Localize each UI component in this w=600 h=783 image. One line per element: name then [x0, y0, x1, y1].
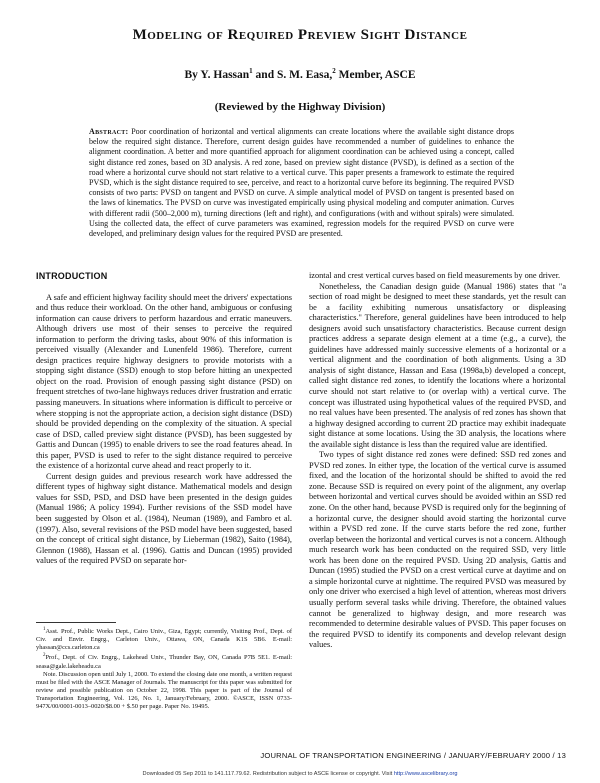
journal-running-footer: JOURNAL OF TRANSPORTATION ENGINEERING / JANUARY/FEBRUARY 2000 / 13 — [260, 751, 566, 760]
right-column — [309, 271, 566, 651]
footnotes — [36, 626, 292, 711]
review-division-note: (Reviewed by the Highway Division) — [214, 101, 386, 113]
footnote-1 — [36, 626, 292, 652]
abstract-label: Abstract: — [89, 127, 129, 136]
footnote-divider — [36, 622, 116, 623]
author-1: By Y. Hassan — [184, 68, 250, 81]
paper-title: Modeling of Required Preview Sight Distance — [132, 27, 468, 43]
author-2-footnote-mark: 2 — [332, 67, 336, 75]
author-1-footnote-mark: 1 — [249, 67, 253, 75]
footnote-2-mark: 2 — [43, 653, 46, 659]
author-2: and S. M. Easa, — [252, 68, 333, 81]
footnote-1-mark: 1 — [43, 627, 46, 632]
intro-paragraph-2-continued: izontal and crest vertical curves based on field measurements by one driver. — [309, 271, 561, 280]
intro-paragraph-4: Two types of sight distance red zones were defined: SSD red zones and PVSD red zones. In either type, the location of the vertical curve is assumed fixed, and the location of the horizontal should be shifted to avoid the red zone. Because SSD is required on every point of the alignment, any overlap between horizontal and vertical curves should be avoided within an SSD red zone. On the other hand, because PVSD is required only for the beginning of a horizontal curve, the designer should avoid starting the horizontal curve within a PVSD red zone. If the curve starts before the red zone, further overlap between the horizontal and vertical curves is not a concern. Although much research work has been conducted on the required SSD, very little work has been done on the required PVSD. Using 2D analysis, Gattis and Duncan (1995) studied the PVSD on a crest vertical curve at daytime and on a simple horizontal curve at nighttime. The required PVSD was measured by only one driver who exercised a high level of attention, whereas most drivers usually perform several tasks while driving. Therefore, the obtained values cannot be generalized to highway design, and more research was recommended to determine desirable values of PVSD. This paper focuses on the required PVSD to identify its components and develop relevant design values. — [309, 450, 566, 650]
footnote-1-text: Asst. Prof., Public Works Dept., Cairo Univ., Giza, Egypt; currently, Visiting Prof., Dept. of Civ. and Envir. Engrg., Carleton Univ., Ottawa, ON, Canada K1S 5B6. E-mail: yhassan@ccs.carleton.ca — [36, 628, 292, 652]
intro-paragraph-2: Current design guides and previous research work have addressed the different types of highway sight distance. Mathematical models and design values for SSD, PSD, and DSD have been presented in the design guides (Manual 1986; A policy 1994). Further revisions of the SSD model have been suggested by Olson et al. (1984), Neuman (1989), and Fambro et al. (1997). Also, several revisions of the PSD model have been suggested, based on the concept of critical sight distance, by Lieberman (1982), Saito (1984), Glennon (1988), Hassan et al. (1996). Gattis and Duncan (1995) provided values of the required PVSD on separate hor- — [36, 471, 292, 566]
author-membership: Member, ASCE — [335, 68, 416, 81]
abstract-text: Poor coordination of horizontal and vertical alignments can create locations where the available sight distance drops below the required sight distance. Therefore, current design guides have recommended a number of guidelines to enhance the alignment coordination. A better and more quantified approach for alignment coordination can be achieved using a concept, called sight distance red zones, based on 3D analysis. A red zone, based on preview sight distance (PVSD), is defined as a section of the road where a horizontal curve should not start relative to a vertical curve. This paper presents a framework to estimate the required PVSD, which is the sight distance required to see, perceive, and react to a horizontal curve before its beginning. The required PVSD consists of two parts: PVSD on tangent and PVSD on curve. A simple analytical model of PVSD on tangent is presented based on the laws of kinematics. The PVSD on curve was investigated empirically using physical modeling and computer animation. Curves with different radii (500–2,000 m), turning directions (left and right), and configurations (with and without spirals) were simulated. Using the collected data, the effect of curve parameters was examined, regression models for the required PVSD on curve were developed, and preliminary design values for the required PVSD are presented. — [89, 127, 514, 239]
ascelibrary-link[interactable]: http://www.ascelibrary.org — [393, 771, 458, 777]
download-notice — [0, 771, 600, 777]
abstract — [89, 127, 514, 239]
author-line — [0, 67, 600, 81]
footnote-submission-note: Note. Discussion open until July 1, 2000. To extend the closing date one month, a written request must be filed with the ASCE Manager of Journals. The manuscript for this paper was submitted for review and possible publication on October 22, 1998. This paper is part of the Journal of Transportation Engineering, Vol. 126, No. 1, January/February, 2000. ©ASCE, ISSN 0733-947X/00/0001-0013–0020/$8.00 + $.50 per page. Paper No. 19495. — [36, 670, 292, 711]
footnote-2 — [36, 652, 292, 670]
left-column — [36, 271, 292, 567]
intro-paragraph-1: A safe and efficient highway facility should meet the drivers' expectations and thus reduce their workload. On the other hand, ambiguous or confusing information can cause drivers to perform hazardous and erratic maneuvers. Although drivers use most of their senses to perceive the required information to perform the driving tasks, about 90% of this information is perceived visually (Alexander and Lunenfeld 1986). Therefore, current design practices require highway designers to provide motorists with a stopping sight distance (SSD) enough to stop before hitting an unexpected object on the road. Provision of enough passing sight distance (PSD) on frequent stretches of two-lane highways reduces driver frustration and erratic passing maneuvers. In situations where information is difficult to perceive or where stopping is not the appropriate action, a decision sight distance (DSD) should be provided depending on the complexity of the situation. A special case of DSD, called preview sight distance (PVSD), has been suggested by Gattis and Duncan (1995) to enable drivers to see the road features ahead. In this paper, PVSD is used to refer to the sight distance required to perceive the existence of a horizontal curve ahead and react properly to it. — [36, 292, 292, 471]
section-heading-introduction: INTRODUCTION — [36, 271, 108, 281]
download-notice-text: Downloaded 05 Sep 2011 to 141.117.79.62. Redistribution subject to ASCE license or copyright. Visit — [142, 771, 394, 777]
intro-paragraph-3: Nonetheless, the Canadian design guide (Manual 1986) states that "a section of road might be designed to meet these standards, yet the result can be a facility exhibiting numerous unsatisfactory or displeasing characteristics." Therefore, general guidelines have been introduced to help designers avoid such unsatisfactory characteristics. Because current design practices address a separate design element at a time (e.g., a curve), the guidelines have addressed mainly successive elements of a horizontal or a vertical alignment and the coordination of both alignments. Using a 3D analysis of sight distance, Hassan and Easa (1998a,b) developed a concept, called sight distance red zones, to identify the locations where a horizontal curve should not start relative to (or overlap with) a vertical curve. The concept was illustrated using hypothetical values of the required PVSD, and no real values have been presented. The analysis of red zones has shown that a highway designed according to current 2D practice may exhibit inadequate sight distance at some locations. Using the 3D analysis, the locations where the available sight distance is less than the required value are identified. — [309, 281, 566, 449]
footnote-2-text: Prof., Dept. of Civ. Engrg., Lakehead Univ., Thunder Bay, ON, Canada P7B 5E1. E-mail: seasa@gale.lakeheadu.ca — [36, 654, 292, 670]
